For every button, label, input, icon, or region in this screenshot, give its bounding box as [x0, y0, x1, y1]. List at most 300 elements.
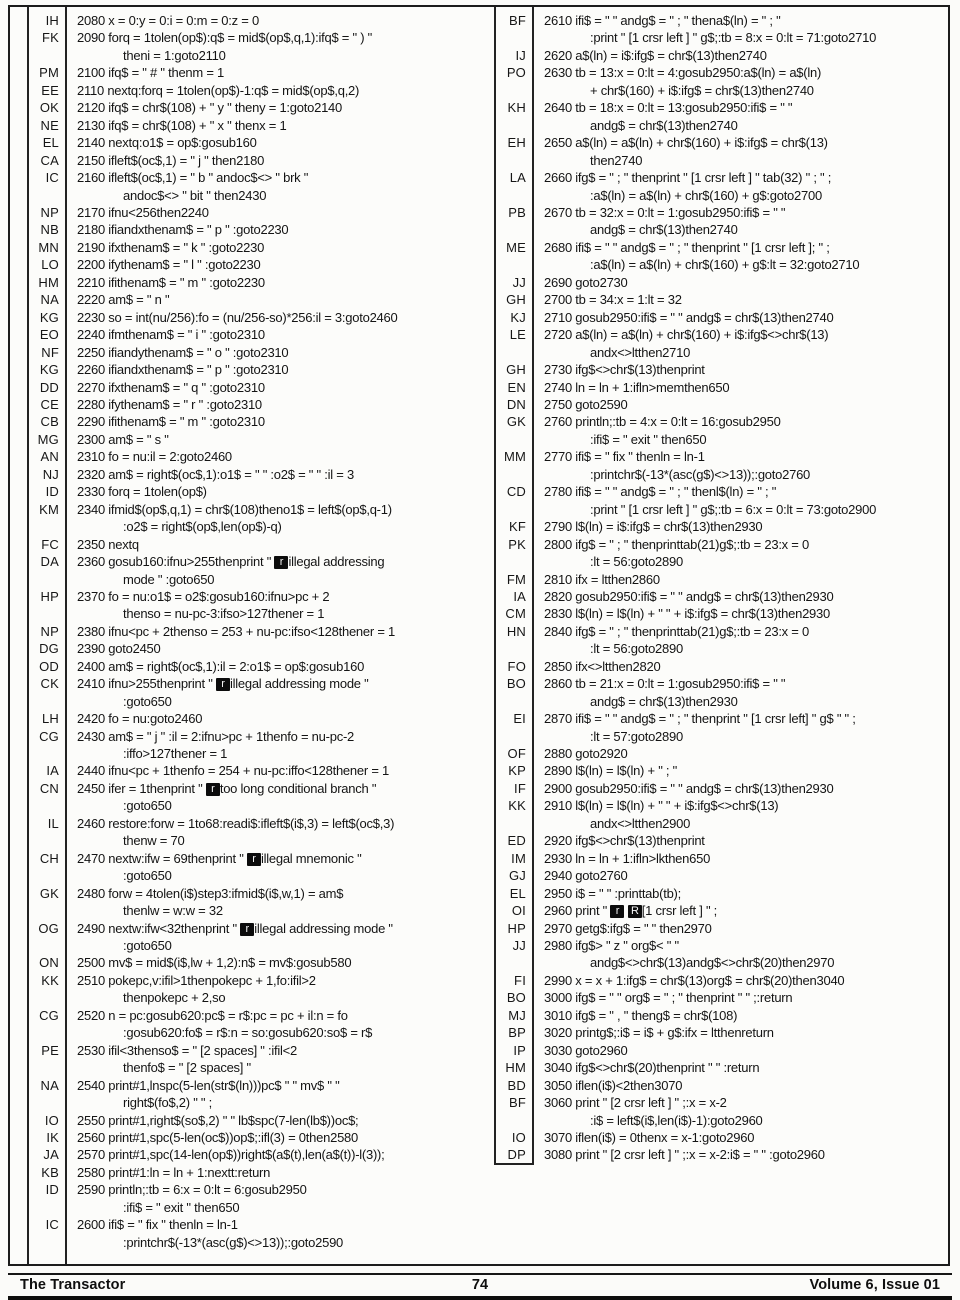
code-continuation-line: andx<>ltthen2900 [590, 815, 691, 831]
basic-code-entry [532, 885, 950, 902]
basic-code-entry [532, 658, 950, 675]
listing-row [27, 344, 470, 361]
checksum-code: IL [47, 815, 59, 831]
basic-code-entry [532, 1024, 950, 1041]
code-line: 2960 print " r R [1 crsr left ] " ; [544, 903, 718, 919]
code-line: 2700 tb = 34:x = 1:lt = 32 [544, 292, 682, 308]
code-line: 2790 l$(ln) = i$:ifg$ = chr$(13)then2930 [544, 519, 763, 535]
listing-row [494, 989, 950, 1006]
code-line: 2310 fo = nu:il = 2:goto2460 [77, 449, 232, 465]
basic-code-entry [532, 64, 950, 99]
code-line: 2140 nextq:o1$ = op$:gosub160 [77, 135, 257, 151]
code-line: 2910 l$(ln) = l$(ln) + " " + i$:ifg$<>chr$(13) [544, 798, 779, 814]
listing-row [494, 850, 950, 867]
listing-row [27, 1181, 470, 1216]
code-line: 2430 am$ = " j " :il = 2:ifnu>pc + 1thenfo = nu-pc-2 [77, 728, 354, 744]
basic-code-entry [532, 309, 950, 326]
basic-code-entry [532, 1059, 950, 1076]
code-line: 2460 restore:forw = 1to68:readi$:ifleft$(i$,3) = left$(oc$,3) [77, 815, 395, 831]
code-line: 2990 x = x + 1:ifg$ = chr$(13)org$ = chr$(20)then3040 [544, 972, 845, 988]
code-line: 2620 a$(ln) = i$:ifg$ = chr$(13)then2740 [544, 47, 767, 63]
checksum-code: KH [507, 100, 526, 116]
checksum-code: CB [40, 414, 59, 430]
basic-code-entry [65, 1164, 470, 1181]
checksum-code: KG [39, 309, 59, 325]
checksum-code: GK [39, 885, 59, 901]
basic-code-entry [532, 920, 950, 937]
basic-code-entry [532, 902, 950, 919]
code-line: 2360 gosub160:ifnu>255thenprint " r illegal addressing [77, 554, 385, 570]
code-continuation-line: :lt = 56:goto2890 [590, 641, 683, 657]
checksum-code: DD [39, 379, 59, 395]
listing-row [27, 710, 470, 727]
checksum-code: IK [46, 1130, 59, 1145]
code-line: 2210 ifithenam$ = " m " :goto2230 [77, 274, 265, 290]
code-line: 2420 fo = nu:goto2460 [77, 711, 203, 727]
code-line: 2510 pokepc,v:ifil>1thenpokepc + 1,fo:ifil>2 [77, 972, 316, 988]
code-line: 2800 ifg$ = " ; " thenprinttab(21)g$;:tb = 23:x = 0 [544, 536, 809, 552]
code-continuation-line: andx<>ltthen2710 [590, 344, 691, 360]
listing-row [27, 117, 470, 134]
basic-code-entry [65, 1216, 470, 1251]
listing-row [494, 204, 950, 239]
code-line: 2750 goto2590 [544, 396, 628, 412]
code-line: 2580 print#1:ln = ln + 1:nextt:return [77, 1164, 271, 1180]
code-continuation-line: :i$ = left$(i$,len(i$)-1):goto2960 [590, 1112, 763, 1128]
listing-row [27, 658, 470, 675]
basic-code-entry [65, 64, 470, 81]
basic-code-entry [532, 483, 950, 518]
basic-code-entry [65, 623, 470, 640]
code-line: 2290 ifithenam$ = " m " :goto2310 [77, 414, 265, 430]
code-continuation-line: :o2$ = right$(op$,len(op$)-q) [123, 519, 282, 535]
code-line: 2490 nextw:ifw<32thenprint " r illegal addressing mode " [77, 920, 393, 936]
code-continuation-line: andg$ = chr$(13)then2930 [590, 693, 738, 709]
checksum-code: BP [508, 1025, 526, 1041]
code-continuation-line: :lt = 57:goto2890 [590, 728, 683, 744]
basic-code-entry [65, 1007, 470, 1042]
listing-row [494, 1007, 950, 1024]
checksum-code: IM [511, 850, 526, 866]
code-line: 2850 ifx<>ltthen2820 [544, 658, 661, 674]
basic-code-entry [532, 239, 950, 274]
checksum-code: OF [507, 746, 526, 762]
listing-row [494, 274, 950, 291]
basic-code-entry [65, 82, 470, 99]
checksum-code: BD [507, 1077, 526, 1093]
checksum-code: KK [508, 798, 526, 814]
code-continuation-line: andoc$<> " bit " then2430 [123, 187, 267, 203]
checksum-code: DA [40, 554, 59, 570]
checksum-code: NP [40, 204, 59, 220]
code-line: 2300 am$ = " s " [77, 431, 169, 447]
listing-row [494, 832, 950, 849]
listing-row [27, 256, 470, 273]
listing-row [494, 1146, 950, 1163]
listing-row [27, 623, 470, 640]
basic-code-entry [532, 291, 950, 308]
basic-code-entry [532, 588, 950, 605]
reverse-video-char: r [274, 556, 288, 569]
checksum-code: AN [40, 449, 59, 465]
checksum-code: KK [41, 972, 59, 988]
basic-code-entry [65, 815, 470, 850]
listing-row [27, 501, 470, 536]
checksum-code: CD [506, 484, 526, 500]
basic-code-entry [65, 780, 470, 815]
basic-code-entry [65, 379, 470, 396]
listing-row [494, 571, 950, 588]
listing-row [494, 518, 950, 535]
listing-row [27, 1007, 470, 1042]
checksum-code: KF [508, 519, 526, 535]
checksum-code: NF [41, 344, 59, 360]
checksum-code: OG [38, 920, 59, 936]
listing-row [27, 588, 470, 623]
checksum-code: FO [507, 658, 526, 674]
basic-code-entry [532, 762, 950, 779]
listing-row [27, 920, 470, 955]
basic-code-entry [65, 536, 470, 553]
code-continuation-line: right$(fo$,2) " " ; [123, 1095, 213, 1111]
code-line: 2720 a$(ln) = a$(ln) + chr$(160) + i$:ifg$<>chr$(13) [544, 327, 829, 343]
checksum-code: MG [37, 431, 59, 447]
basic-code-entry [65, 1042, 470, 1077]
basic-code-entry [65, 466, 470, 483]
code-continuation-line: :printchr$(-13*(asc(g$)<>13));:goto2760 [590, 466, 811, 482]
basic-code-entry [65, 885, 470, 920]
code-line: 2340 ifmid$(op$,q,1) = chr$(108)theno1$ = left$(op$,q-1) [77, 501, 392, 517]
checksum-code: EO [39, 327, 59, 343]
listing-row [494, 1129, 950, 1146]
listing-column-left [27, 12, 470, 1251]
code-continuation-line: thenfo$ = " [2 spaces] " [123, 1060, 251, 1076]
code-line: 2550 print#1,right$(so$,2) " " lb$spc(7-len(lb$))oc$; [77, 1112, 359, 1128]
checksum-code: FM [506, 571, 526, 587]
listing-row [27, 413, 470, 430]
checksum-code: IC [45, 170, 59, 186]
listing-row [494, 762, 950, 779]
code-line: 2250 ifiandythenam$ = " o " :goto2310 [77, 344, 289, 360]
code-line: 2240 ifmthenam$ = " i " :goto2310 [77, 327, 265, 343]
code-line: 2680 ifi$ = " " andg$ = " ; " thenprint " [1 crsr left ]; " ; [544, 239, 830, 255]
listing-row [27, 536, 470, 553]
code-line: 3080 print " [2 crsr left ] " ;:x = x-2:i$ = " " :goto2960 [544, 1147, 825, 1163]
reverse-video-char: r [610, 905, 624, 918]
code-line: 2190 ifxthenam$ = " k " :goto2230 [77, 239, 265, 255]
checksum-code: CE [40, 396, 59, 412]
page-footer [8, 1273, 952, 1300]
checksum-code: DP [507, 1147, 526, 1163]
checksum-code: ID [45, 1182, 59, 1198]
basic-code-entry [65, 920, 470, 955]
basic-code-entry [532, 1007, 950, 1024]
basic-code-entry [532, 448, 950, 483]
checksum-code: IA [513, 588, 526, 604]
checksum-code: NP [40, 623, 59, 639]
basic-code-entry [532, 379, 950, 396]
basic-code-entry [65, 152, 470, 169]
code-line: 2880 goto2920 [544, 746, 628, 762]
basic-code-entry [532, 274, 950, 291]
listing-row [27, 396, 470, 413]
code-line: 2740 ln = ln + 1:ifln>memthen650 [544, 379, 730, 395]
listing-row [494, 710, 950, 745]
code-line: 2780 ifi$ = " " andg$ = " ; " thenl$(ln) = " ; " [544, 484, 777, 500]
footer-magazine-title: The Transactor [20, 1277, 126, 1293]
code-line: 2890 l$(ln) = l$(ln) + " ; " [544, 763, 678, 779]
basic-code-entry [65, 256, 470, 273]
basic-code-entry [65, 588, 470, 623]
checksum-code: IJ [515, 47, 526, 63]
listing-row [494, 867, 950, 884]
basic-code-entry [532, 1146, 950, 1163]
listing-row [27, 431, 470, 448]
basic-code-entry [532, 134, 950, 169]
checksum-code: CM [505, 606, 526, 622]
checksum-code: CA [40, 152, 59, 168]
listing-row [494, 745, 950, 762]
code-continuation-line: :gosub620:fo$ = r$:n = so:gosub620:so$ = r$ [123, 1025, 373, 1041]
reverse-video-char: r [240, 923, 254, 936]
checksum-code: IA [46, 763, 59, 779]
code-line: 2110 nextq:forq = 1tolen(op$)-1:q$ = mid$(op$,q,2) [77, 82, 360, 98]
code-line: 2100 ifq$ = " # " thenm = 1 [77, 65, 225, 81]
checksum-code: FC [41, 536, 59, 552]
code-line: 2270 ifxthenam$ = " q " :goto2310 [77, 379, 265, 395]
checksum-code: HP [40, 588, 59, 604]
listing-row [27, 553, 470, 588]
code-line: 2280 ifythenam$ = " r " :goto2310 [77, 396, 262, 412]
code-line: 2370 fo = nu:o1$ = o2$:gosub160:ifnu>pc + 2 [77, 588, 330, 604]
code-continuation-line: :print " [1 crsr left ] " g$;:tb = 6:x = 0:lt = 73:goto2900 [590, 501, 877, 517]
code-line: 2170 ifnu<256then2240 [77, 204, 209, 220]
listing-row [27, 204, 470, 221]
basic-code-entry [65, 169, 470, 204]
checksum-code: NB [40, 222, 59, 238]
basic-code-entry [65, 413, 470, 430]
code-line: 2120 ifq$ = chr$(108) + " y " theny = 1:goto2140 [77, 100, 343, 116]
code-line: 2470 nextw:ifw = 69thenprint " r illegal mnemonic " [77, 850, 362, 866]
listing-row [494, 169, 950, 204]
basic-code-entry [65, 762, 470, 779]
basic-code-entry [532, 675, 950, 710]
code-line: 2630 tb = 13:x = 0:lt = 4:gosub2950:a$(ln) = a$(ln) [544, 65, 822, 81]
checksum-code: OK [39, 100, 59, 116]
checksum-code: LH [41, 711, 59, 727]
checksum-code: BO [506, 676, 526, 692]
basic-code-entry [65, 99, 470, 116]
basic-code-entry [65, 1129, 470, 1146]
checksum-code: MM [503, 449, 526, 465]
code-line: 2440 ifnu<pc + 1thenfo = 254 + nu-pc:iffo<128thener = 1 [77, 763, 389, 779]
checksum-code: IO [44, 1112, 59, 1128]
code-line: 2640 tb = 18:x = 0:lt = 13:gosub2950:ifi$ = " " [544, 100, 793, 116]
listing-row [27, 221, 470, 238]
listing-row [494, 937, 950, 972]
code-line: 2810 ifx = ltthen2860 [544, 571, 660, 587]
checksum-code: JJ [512, 274, 526, 290]
listing-row [27, 169, 470, 204]
code-line: 2570 print#1,spc(14-len(op$))right$(a$(t),len(a$(t))-l(3)); [77, 1147, 385, 1163]
code-line: 2260 ifiandxthenam$ = " p " :goto2310 [77, 362, 289, 378]
checksum-code: DN [506, 396, 526, 412]
basic-code-entry [532, 1129, 950, 1146]
listing-row [494, 605, 950, 622]
code-line: 2980 ifg$> " z " org$< " " [544, 938, 679, 954]
code-line: 2150 ifleft$(oc$,1) = " j " then2180 [77, 152, 265, 168]
basic-code-entry [65, 12, 470, 29]
code-line: 2410 ifnu>255thenprint " r illegal addressing mode " [77, 676, 369, 692]
listing-row [494, 413, 950, 448]
listing-row [494, 361, 950, 378]
basic-code-entry [532, 797, 950, 832]
basic-code-entry [65, 291, 470, 308]
checksum-code: MJ [508, 1007, 526, 1023]
basic-code-entry [65, 396, 470, 413]
basic-code-entry [65, 134, 470, 151]
listing-row [27, 448, 470, 465]
basic-code-entry [65, 309, 470, 326]
checksum-code: KB [41, 1164, 59, 1180]
listing-row [494, 134, 950, 169]
basic-code-entry [532, 396, 950, 413]
checksum-code: HN [506, 623, 526, 639]
basic-code-entry [65, 658, 470, 675]
checksum-code: CK [40, 676, 59, 692]
listing-row [494, 396, 950, 413]
listing-row [494, 379, 950, 396]
reverse-video-char: r [247, 853, 261, 866]
checksum-code: CN [39, 780, 59, 796]
checksum-code: HM [505, 1060, 526, 1076]
checksum-code: HP [507, 920, 526, 936]
code-line: 3010 ifg$ = " , " theng$ = chr$(108) [544, 1007, 738, 1023]
code-line: 2450 ifer = 1thenprint " r too long conditional branch " [77, 780, 377, 796]
listing-row [27, 12, 470, 29]
code-line: 2090 forq = 1tolen(op$):q$ = mid$(op$,q,1):ifq$ = " ) " [77, 30, 373, 46]
code-line: 3060 print " [2 crsr left ] " ;:x = x-2 [544, 1095, 727, 1111]
footer-page-number: 74 [471, 1277, 489, 1293]
code-line: 2540 print#1,lnspc(5-len(str$(ln)))pc$ " " mv$ " " [77, 1077, 340, 1093]
code-line: 2130 ifq$ = chr$(108) + " x " thenx = 1 [77, 117, 287, 133]
checksum-code: NA [40, 1077, 59, 1093]
listing-column-right [494, 12, 950, 1164]
basic-code-entry [532, 867, 950, 884]
checksum-code: ID [45, 484, 59, 500]
basic-code-entry [65, 29, 470, 64]
checksum-code: EE [41, 82, 59, 98]
checksum-code: EN [507, 379, 526, 395]
checksum-code: GJ [508, 868, 526, 884]
listing-row [27, 1129, 470, 1146]
basic-code-entry [532, 413, 950, 448]
basic-code-entry [65, 640, 470, 657]
code-continuation-line: :printchr$(-13*(asc(g$)<>13));:goto2590 [123, 1234, 344, 1250]
reverse-video-char: R [628, 905, 642, 918]
basic-code-entry [532, 204, 950, 239]
checksum-code: IO [511, 1130, 526, 1145]
code-line: 3050 iflen(i$)<2then3070 [544, 1077, 683, 1093]
basic-code-entry [65, 710, 470, 727]
code-line: 2870 ifi$ = " " andg$ = " ; " thenprint " [1 crsr left] " g$ " " ; [544, 711, 856, 727]
basic-code-entry [65, 274, 470, 291]
checksum-code: NA [40, 292, 59, 308]
listing-row [494, 920, 950, 937]
basic-code-entry [65, 344, 470, 361]
listing-row [27, 1042, 470, 1077]
checksum-code: PB [508, 204, 526, 220]
listing-row [27, 1112, 470, 1129]
listing-row [27, 274, 470, 291]
checksum-code: ON [39, 955, 59, 971]
listing-row [27, 309, 470, 326]
listing-row [27, 466, 470, 483]
basic-code-entry [65, 728, 470, 763]
checksum-code: KJ [510, 309, 526, 325]
code-line: 2830 l$(ln) = l$(ln) + " " + i$:ifg$ = chr$(13)then2930 [544, 606, 830, 622]
checksum-code: ME [506, 239, 526, 255]
checksum-code: EL [42, 135, 59, 151]
code-continuation-line: :a$(ln) = a$(ln) + chr$(160) + g$:lt = 32:goto2710 [590, 257, 860, 273]
code-line: 2730 ifg$<>chr$(13)thenprint [544, 362, 705, 378]
code-line: 2930 ln = ln + 1:ifln>lkthen650 [544, 850, 711, 866]
listing-row [494, 1024, 950, 1041]
code-line: 2560 print#1,spc(5-len(oc$))op$;:ifl(3) = 0then2580 [77, 1130, 359, 1145]
listing-row [494, 12, 950, 47]
code-line: 2320 am$ = right$(oc$,1):o1$ = " " :o2$ = " " :il = 3 [77, 466, 354, 482]
basic-code-entry [65, 431, 470, 448]
footer-row [8, 1275, 952, 1296]
listing-row [494, 483, 950, 518]
checksum-code: FI [514, 972, 526, 988]
code-continuation-line: :iffo>127thener = 1 [123, 746, 228, 762]
code-continuation-line: :goto650 [123, 868, 172, 884]
basic-code-entry [532, 623, 950, 658]
listing-row [494, 1059, 950, 1076]
listing-row [494, 1042, 950, 1059]
basic-code-entry [65, 448, 470, 465]
basic-code-entry [532, 518, 950, 535]
code-continuation-line: + chr$(160) + i$:ifg$ = chr$(13)then2740 [590, 82, 814, 98]
code-line: 2180 ifiandxthenam$ = " p " :goto2230 [77, 222, 289, 238]
listing-row [27, 64, 470, 81]
code-continuation-line: :a$(ln) = a$(ln) + chr$(160) + g$:goto2700 [590, 187, 822, 203]
basic-code-entry [532, 169, 950, 204]
checksum-code: IF [514, 780, 526, 796]
code-line: 2230 so = int(nu/256):fo = (nu/256-so)*256:il = 3:goto2460 [77, 309, 398, 325]
reverse-video-char: r [216, 678, 230, 691]
basic-code-entry [65, 1146, 470, 1163]
code-line: 2350 nextq [77, 536, 139, 552]
listing-row [494, 675, 950, 710]
checksum-code: LA [509, 170, 526, 186]
listing-row [27, 29, 470, 64]
basic-code-entry [65, 239, 470, 256]
code-line: 2670 tb = 32:x = 0:lt = 1:gosub2950:ifi$ = " " [544, 204, 786, 220]
checksum-code: PK [508, 536, 526, 552]
listing-row [494, 797, 950, 832]
basic-code-entry [532, 832, 950, 849]
code-line: 2840 ifg$ = " ; " thenprinttab(21)g$;:tb = 23:x = 0 [544, 623, 809, 639]
checksum-code: KM [39, 501, 59, 517]
listing-row [494, 448, 950, 483]
code-continuation-line: andg$<>chr$(13)andg$<>chr$(20)then2970 [590, 955, 835, 971]
listing-row [27, 326, 470, 343]
code-line: 2480 forw = 4tolen(i$)step3:ifmid$(i$,w,1) = am$ [77, 885, 344, 901]
listing-row [494, 588, 950, 605]
footer-issue-label: Volume 6, Issue 01 [809, 1277, 941, 1293]
